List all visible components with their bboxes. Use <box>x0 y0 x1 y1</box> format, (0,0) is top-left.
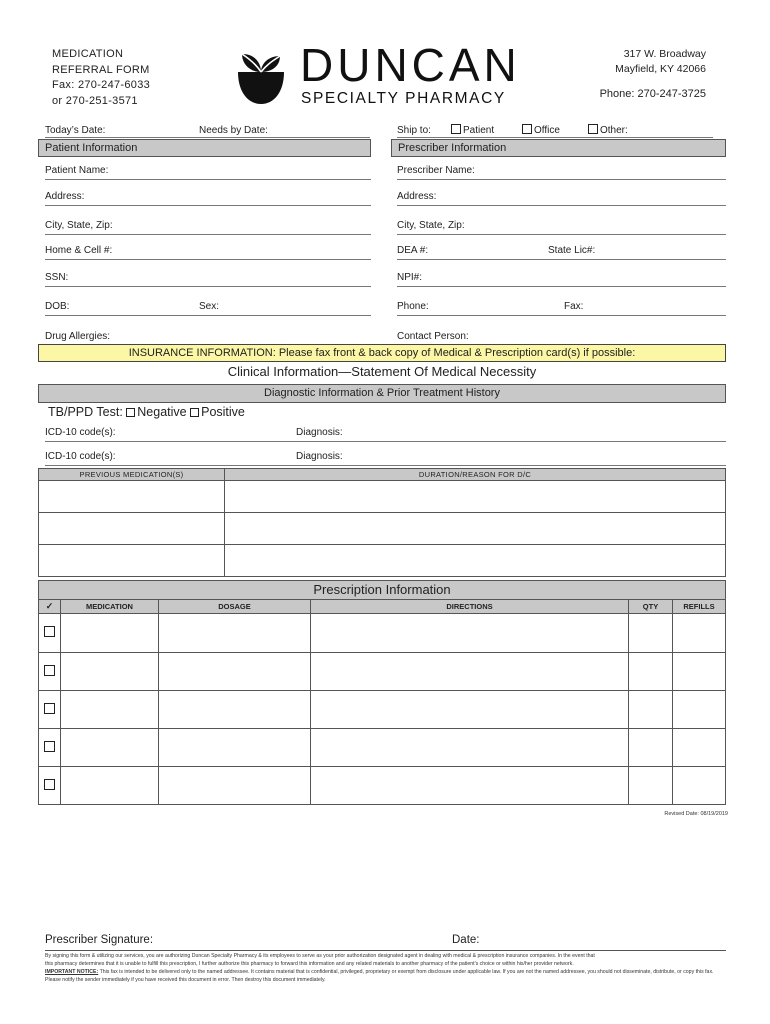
dosage-header: DOSAGE <box>159 600 311 614</box>
tb-test-row <box>48 405 245 419</box>
medication-header: MEDICATION <box>61 600 159 614</box>
refills-cell[interactable] <box>673 767 726 805</box>
signature-date-label: Date: <box>452 934 480 946</box>
qty-header: QTY <box>629 600 673 614</box>
address-line2: Mayfield, KY 42066 <box>615 63 706 75</box>
diagnosis-label-2: Diagnosis: <box>296 451 343 462</box>
form-header-left <box>52 47 150 109</box>
tb-negative-label: Negative <box>137 405 187 419</box>
prescriber-signature-label: Prescriber Signature: <box>45 934 154 946</box>
revised-date: Revised Date: 08/19/2019 <box>664 811 728 817</box>
rx-select-checkbox[interactable] <box>44 741 55 752</box>
medication-cell[interactable] <box>61 729 159 767</box>
prescriber-address-label: Address: <box>397 191 437 202</box>
ship-patient-option[interactable] <box>451 124 494 136</box>
patient-phone-field[interactable] <box>45 240 371 260</box>
tb-positive-checkbox[interactable] <box>190 408 199 417</box>
medication-cell[interactable] <box>61 767 159 805</box>
directions-cell[interactable] <box>311 653 629 691</box>
needs-by-date-label: Needs by Date: <box>199 125 268 136</box>
rx-select-checkbox[interactable] <box>44 626 55 637</box>
qty-cell[interactable] <box>629 767 673 805</box>
prescriber-dea-label: DEA #: <box>397 245 429 256</box>
prev-med-header: PREVIOUS MEDICATION(S) <box>39 469 225 481</box>
dosage-cell[interactable] <box>159 653 311 691</box>
directions-cell[interactable] <box>311 729 629 767</box>
fine-print <box>45 952 729 984</box>
dosage-cell[interactable] <box>159 691 311 729</box>
duration-reason-header: DURATION/REASON FOR D/C <box>225 469 726 481</box>
ship-office-option[interactable] <box>522 124 560 136</box>
authorization-text-2: this pharmacy determines that it is unable to fulfill this prescription, I further authorize this pharmacy to forward this information and any related materials to another pharmacy of the patient's choice or within his/her provider network. <box>45 961 574 967</box>
duration-cell[interactable] <box>225 545 726 577</box>
ship-patient-checkbox[interactable] <box>451 124 461 134</box>
table-row <box>39 614 726 653</box>
diagnosis-label-1: Diagnosis: <box>296 427 343 438</box>
patient-phone-label: Home & Cell #: <box>45 245 113 256</box>
ship-other-option[interactable] <box>588 124 628 136</box>
leaf-logo-icon <box>234 50 288 106</box>
directions-cell[interactable] <box>311 614 629 653</box>
medication-cell[interactable] <box>61 653 159 691</box>
dosage-cell[interactable] <box>159 614 311 653</box>
contact-person-label: Contact Person: <box>397 331 469 342</box>
brand-subtitle: SPECIALTY PHARMACY <box>301 90 506 107</box>
address-line1: 317 W. Broadway <box>623 48 706 60</box>
prescription-info-title: Prescription Information <box>38 580 726 600</box>
table-row <box>39 513 726 545</box>
table-row <box>39 691 726 729</box>
patient-name-field[interactable] <box>45 160 371 180</box>
patient-city-field[interactable] <box>45 215 371 235</box>
prescriber-city-field[interactable] <box>397 215 726 235</box>
icd-code-label-2: ICD-10 code(s): <box>45 451 116 462</box>
fax-number: Fax: 270-247-6033 <box>52 79 151 91</box>
refills-header: REFILLS <box>673 600 726 614</box>
drug-allergies-label: Drug Allergies: <box>45 331 111 342</box>
top-row-underline-left <box>45 137 370 138</box>
prescriber-name-field[interactable] <box>397 160 726 180</box>
prescriber-npi-field[interactable] <box>397 267 726 287</box>
ship-other-label: Other: <box>600 125 628 136</box>
medication-cell[interactable] <box>61 614 159 653</box>
icd-row-2[interactable] <box>45 446 726 466</box>
rx-select-checkbox[interactable] <box>44 779 55 790</box>
table-row <box>39 729 726 767</box>
rx-select-checkbox[interactable] <box>44 703 55 714</box>
patient-name-label: Patient Name: <box>45 165 109 176</box>
insurance-info-bar: INSURANCE INFORMATION: Please fax front & back copy of Medical & Prescription card(s) if possible: <box>38 344 726 362</box>
prescriber-address-field[interactable] <box>397 186 726 206</box>
icd-code-label-1: ICD-10 code(s): <box>45 427 116 438</box>
important-notice-label: IMPORTANT NOTICE: <box>45 969 99 975</box>
directions-header: DIRECTIONS <box>311 600 629 614</box>
duration-cell[interactable] <box>225 481 726 513</box>
signature-line[interactable] <box>45 950 726 951</box>
patient-dob-field[interactable] <box>45 296 371 316</box>
patient-city-label: City, State, Zip: <box>45 220 113 231</box>
tb-test-label: TB/PPD Test: <box>48 405 123 419</box>
form-subtitle: REFERRAL FORM <box>52 63 150 76</box>
patient-info-section: Patient Information <box>38 139 371 157</box>
patient-dob-label: DOB: <box>45 301 70 312</box>
ship-patient-label: Patient <box>463 125 495 136</box>
prev-med-cell[interactable] <box>39 481 225 513</box>
patient-address-field[interactable] <box>45 186 371 206</box>
check-column-header: ✓ <box>39 600 61 614</box>
brand-name: DUNCAN <box>300 39 521 91</box>
table-row <box>39 545 726 577</box>
directions-cell[interactable] <box>311 691 629 729</box>
qty-cell[interactable] <box>629 614 673 653</box>
qty-cell[interactable] <box>629 691 673 729</box>
duration-cell[interactable] <box>225 513 726 545</box>
prescriber-state-lic-label: State Lic#: <box>548 245 596 256</box>
authorization-text-1: By signing this form & utilizing our services, you are authorizing Duncan Specialty Pharmacy & its employees to serve as your prior authorization designated agent in dealing with medical & prescription insurance companies. In the event that <box>45 953 595 959</box>
dosage-cell[interactable] <box>159 729 311 767</box>
icd-row-1[interactable] <box>45 422 726 442</box>
prev-med-cell[interactable] <box>39 513 225 545</box>
ship-to-label: Ship to: <box>397 125 431 136</box>
rx-select-checkbox[interactable] <box>44 665 55 676</box>
directions-cell[interactable] <box>311 767 629 805</box>
table-row <box>39 653 726 691</box>
prescription-table <box>38 599 726 805</box>
patient-ssn-label: SSN: <box>45 272 69 283</box>
top-row-underline-right <box>397 137 713 138</box>
ship-office-label: Office <box>534 125 560 136</box>
refills-cell[interactable] <box>673 691 726 729</box>
fax-number-alt: or 270-251-3571 <box>52 94 138 107</box>
ship-office-checkbox[interactable] <box>522 124 532 134</box>
clinical-info-title: Clinical Information—Statement Of Medical Necessity <box>227 364 537 379</box>
patient-ssn-field[interactable] <box>45 267 371 287</box>
pharmacy-address <box>600 47 706 102</box>
confidentiality-text: This fax is intended to be delivered only to the named addressee. It contains material that is confidential, privileged, proprietary or exempt from disclosure under applicable law. If you are not the named addressee, you should not disseminate, distribute, or copy this fax. <box>99 969 714 975</box>
refills-cell[interactable] <box>673 729 726 767</box>
refills-cell[interactable] <box>673 653 726 691</box>
prescriber-phone-label: Phone: <box>397 301 429 312</box>
dosage-cell[interactable] <box>159 767 311 805</box>
diagnostic-info-bar: Diagnostic Information & Prior Treatment History <box>38 384 726 403</box>
prescriber-city-label: City, State, Zip: <box>397 220 465 231</box>
prev-med-cell[interactable] <box>39 545 225 577</box>
prescriber-fax-label: Fax: <box>564 301 584 312</box>
pharmacy-phone: Phone: 270-247-3725 <box>599 88 706 100</box>
qty-cell[interactable] <box>629 729 673 767</box>
tb-positive-label: Positive <box>201 405 245 419</box>
patient-address-label: Address: <box>45 191 85 202</box>
previous-medications-table <box>38 468 726 577</box>
ship-other-checkbox[interactable] <box>588 124 598 134</box>
prescriber-name-label: Prescriber Name: <box>397 165 475 176</box>
todays-date-label: Today’s Date: <box>45 125 106 136</box>
tb-negative-checkbox[interactable] <box>126 408 135 417</box>
prescriber-npi-label: NPI#: <box>397 272 423 283</box>
medication-cell[interactable] <box>61 691 159 729</box>
prescriber-dea-field[interactable] <box>397 240 726 260</box>
form-title: MEDICATION <box>52 48 124 60</box>
table-row <box>39 767 726 805</box>
prescriber-phone-field[interactable] <box>397 296 726 316</box>
qty-cell[interactable] <box>629 653 673 691</box>
refills-cell[interactable] <box>673 614 726 653</box>
notify-sender-text: Please notify the sender immediately if you have received this document in error. Then destroy this document immediately. <box>45 977 326 983</box>
patient-sex-label: Sex: <box>199 301 220 312</box>
prescriber-info-section: Prescriber Information <box>391 139 726 157</box>
table-row <box>39 481 726 513</box>
